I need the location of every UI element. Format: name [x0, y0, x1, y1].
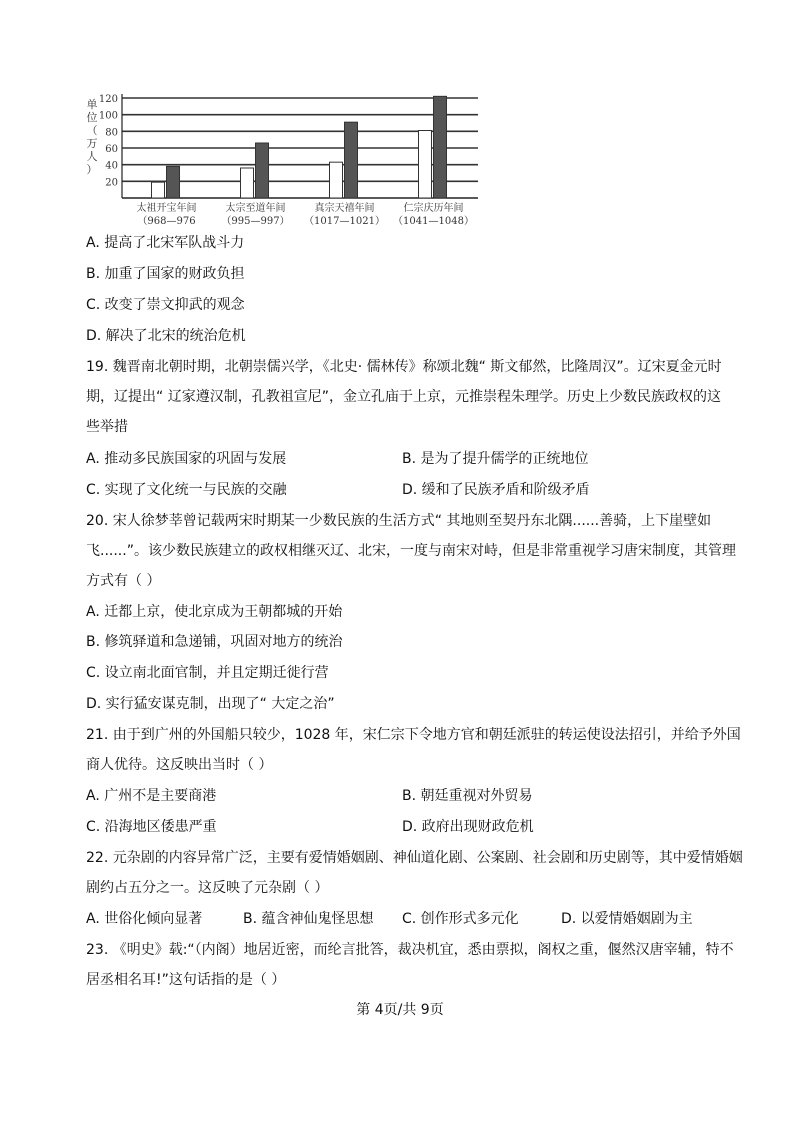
q18-option-b: B. 加重了国家的财政负担 [86, 266, 245, 282]
q19-option-a: A. 推动多民族国家的巩固与发展 [86, 451, 287, 467]
q18-option-c: C. 改变了崇文抑武的观念 [86, 297, 245, 313]
y-tick-label: 80 [105, 127, 118, 139]
q21-option-a: A. 广州不是主要商港 [86, 788, 217, 804]
y-axis-label-char: （ [86, 124, 98, 137]
q20-option-c: C. 设立南北面官制，并且定期迁徙行营 [86, 665, 329, 681]
q20-stem-line-1: 20. 宋人徐梦莘曾记载两宋时期某一少数民族的生活方式“ 其地则至契丹东北隅......善骑，上下崖壁如 [86, 513, 712, 529]
bar-chart [86, 88, 486, 228]
q19-stem-line-3: 些举措 [86, 419, 128, 435]
y-axis-label-char: 万 [86, 137, 98, 150]
q21-stem-line-1: 21. 由于到广州的外国船只较少，1028 年，宋仁宗下令地方官和朝廷派驻的转运使设法招引，并给予外国 [86, 727, 741, 743]
y-tick-label: 100 [98, 110, 118, 122]
y-axis-label-char: ） [86, 163, 98, 176]
q20-option-a: A. 迁都上京，使北京成为王朝都城的开始 [86, 604, 343, 620]
category-label: 太宗至道年间 [225, 203, 286, 214]
q22-option-d: D. 以爱情婚姻剧为主 [561, 911, 693, 927]
q19-stem-line-2: 期，辽提出“ 辽家遵汉制，孔教祖宣尼”，金立孔庙于上京，元推崇程朱理学。历史上少数民族政权的这 [86, 389, 721, 405]
q19-option-d: D. 缓和了民族矛盾和阶级矛盾 [402, 482, 590, 498]
bar [434, 96, 447, 198]
category-years-label: （1041—1048） [393, 216, 474, 227]
q22-option-a: A. 世俗化倾向显著 [86, 911, 203, 927]
bar [345, 122, 358, 198]
bar [152, 182, 165, 198]
bar [256, 143, 269, 198]
bar [167, 166, 180, 198]
q20-option-b: B. 修筑驿道和急递铺，巩固对地方的统治 [86, 634, 343, 650]
q19-option-c: C. 实现了文化统一与民族的交融 [86, 482, 287, 498]
q21-option-c: C. 沿海地区倭患严重 [86, 819, 217, 835]
q20-stem-line-3: 方式有（ ） [86, 573, 161, 589]
q22-option-c: C. 创作形式多元化 [402, 911, 519, 927]
q22-stem-line-2: 剧约占五分之一。这反映了元杂剧（ ） [86, 880, 329, 896]
q19-stem-line-1: 19. 魏晋南北朝时期，北朝崇儒兴学，《北史· 儒林传》称颂北魏“ 斯文郁然，比隆周汉”。辽宋夏金元时 [86, 359, 722, 375]
q21-option-d: D. 政府出现财政危机 [402, 819, 534, 835]
y-tick-label: 20 [105, 177, 118, 189]
y-axis-label-char: 位 [86, 111, 98, 124]
category-label: 真宗天禧年间 [314, 203, 375, 214]
q23-stem-line-2: 居丞相名耳!”这句话指的是（ ） [86, 972, 286, 988]
q20-stem-line-2: 飞......”。该少数民族建立的政权相继灭辽、北宋，一度与南宋对峙，但是非常重视学习唐宋制度，其管理 [86, 543, 736, 559]
y-tick-label: 60 [105, 144, 118, 155]
q21-option-b: B. 朝廷重视对外贸易 [402, 788, 533, 804]
y-tick-label: 40 [105, 160, 118, 172]
y-tick-label: 120 [98, 94, 118, 105]
bar [330, 162, 343, 198]
q18-option-a: A. 提高了北宋军队战斗力 [86, 235, 245, 251]
y-axis-label-char: 单 [86, 98, 98, 111]
q20-option-d: D. 实行猛安谋克制，出现了“ 大定之治” [86, 696, 335, 712]
category-years-label: （995—997） [221, 216, 290, 227]
category-years-label: （968—976 [137, 216, 196, 227]
q18-option-d: D. 解决了北宋的统治危机 [86, 328, 246, 344]
q22-stem-line-1: 22. 元杂剧的内容异常广泛，主要有爱情婚姻剧、神仙道化剧、公案剧、社会剧和历史剧等，其中爱情婚姻 [86, 850, 743, 866]
category-label: 仁宗庆历年间 [403, 203, 464, 214]
bar [241, 168, 254, 198]
y-axis-label-char: 人 [86, 150, 98, 163]
q23-stem-line-1: 23. 《明史》载:“（内阁）地居近密，而纶言批答，裁决机宜，悉由票拟，阁权之重，偃然汉唐宰辅，特不 [86, 942, 734, 958]
page-footer: 第 4页/共 9页 [356, 1002, 444, 1018]
q21-stem-line-2: 商人优待。这反映出当时（ ） [86, 757, 273, 773]
q22-option-b: B. 蕴含神仙鬼怪思想 [243, 911, 374, 927]
bar [419, 131, 432, 199]
category-label: 太祖开宝年间 [136, 203, 197, 214]
q19-option-b: B. 是为了提升儒学的正统地位 [402, 451, 589, 467]
category-years-label: （1017—1021） [304, 216, 385, 227]
